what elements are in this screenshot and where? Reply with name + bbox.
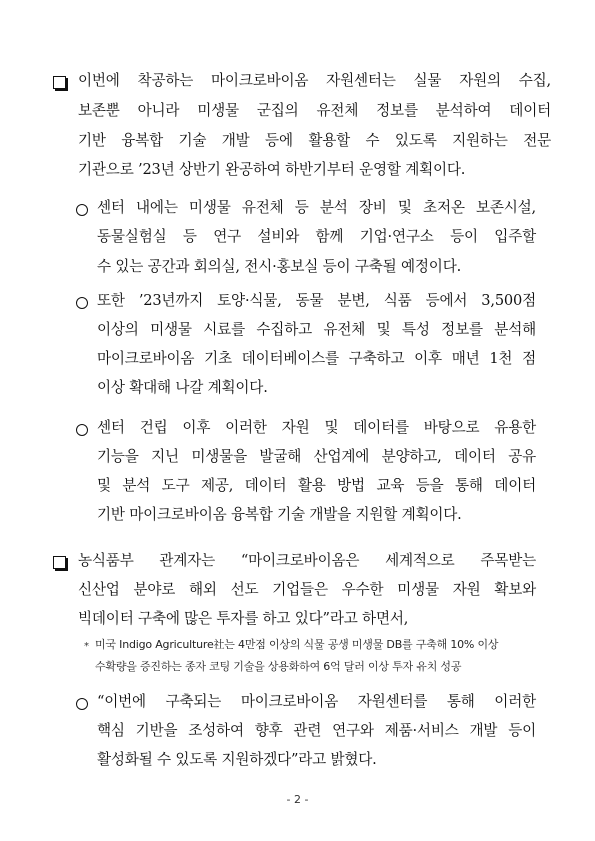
footnote-line-2: 수확량을 증진하는 종자 코팅 기술을 상용화하여 6억 달러 이상 투자 유치 성공 [95, 660, 462, 673]
circle-bullet-icon [76, 698, 88, 710]
sub-2-line-3: 마이크로바이옴 기초 데이터베이스를 구축하고 이후 매년 1천 점 [97, 350, 536, 367]
quote-line-1: “이번에 구축되는 마이크로바이옴 자원센터를 통해 이러한 [97, 693, 536, 710]
footnote-line-1: 미국 Indigo Agriculture社는 4만점 이상의 식물 공생 미생물 DB를 구축해 10% 이상 [95, 638, 499, 651]
sub-2-line-4: 이상 확대해 나갈 계획이다. [97, 379, 268, 396]
checkbox-bullet-icon [53, 556, 66, 569]
sub-3-line-3: 및 분석 도구 제공, 데이터 활용 방법 교육 등을 통해 데이터 [97, 477, 536, 494]
quote-line-3: 활성화될 수 있도록 지원하겠다”라고 밝혔다. [97, 751, 377, 768]
paragraph-1-line-2: 보존뿐 아니라 미생물 군집의 유전체 정보를 분석하여 데이터 [78, 102, 551, 119]
sub-3-line-4: 기반 마이크로바이옴 융복합 기술 개발을 지원할 계획이다. [97, 506, 462, 523]
sub-1-line-1: 센터 내에는 미생물 유전체 등 분석 장비 및 초저온 보존시설, [97, 199, 536, 216]
sub-2-line-2: 이상의 미생물 시료를 수집하고 유전체 및 특성 정보를 분석해 [97, 321, 536, 338]
paragraph-2-line-3: 빅데이터 구축에 많은 투자를 하고 있다”라고 하면서, [78, 610, 409, 627]
circle-bullet-icon [76, 424, 88, 436]
circle-bullet-icon [76, 297, 88, 309]
quote-line-2: 핵심 기반을 조성하여 향후 관련 연구와 제품·서비스 개발 등이 [97, 722, 536, 739]
footnote-marker: * [84, 641, 89, 652]
sub-3-line-2: 기능을 지닌 미생물을 발굴해 산업계에 분양하고, 데이터 공유 [97, 448, 536, 465]
sub-2-line-1: 또한 ’23년까지 토양·식물, 동물 분변, 식품 등에서 3,500점 [97, 292, 536, 309]
paragraph-1-line-3: 기반 융복합 기술 개발 등에 활용할 수 있도록 지원하는 전문 [78, 132, 551, 149]
page-number: - 2 - [286, 793, 309, 806]
sub-1-line-2: 동물실험실 등 연구 설비와 함께 기업·연구소 등이 입주할 [97, 228, 536, 245]
paragraph-2-line-1: 농식품부 관계자는 “마이크로바이옴은 세계적으로 주목받는 [78, 552, 536, 569]
paragraph-1-line-4: 기관으로 ’23년 상반기 완공하여 하반기부터 운영할 계획이다. [78, 161, 466, 178]
circle-bullet-icon [76, 204, 88, 216]
paragraph-1-line-1: 이번에 착공하는 마이크로바이옴 자원센터는 실물 자원의 수집, [78, 72, 551, 89]
checkbox-bullet-icon [53, 76, 66, 89]
sub-1-line-3: 수 있는 공간과 회의실, 전시·홍보실 등이 구축될 예정이다. [97, 258, 462, 275]
paragraph-2-line-2: 신산업 분야로 해외 선도 기업들은 우수한 미생물 자원 확보와 [78, 581, 536, 598]
sub-3-line-1: 센터 건립 이후 이러한 자원 및 데이터를 바탕으로 유용한 [97, 419, 536, 436]
